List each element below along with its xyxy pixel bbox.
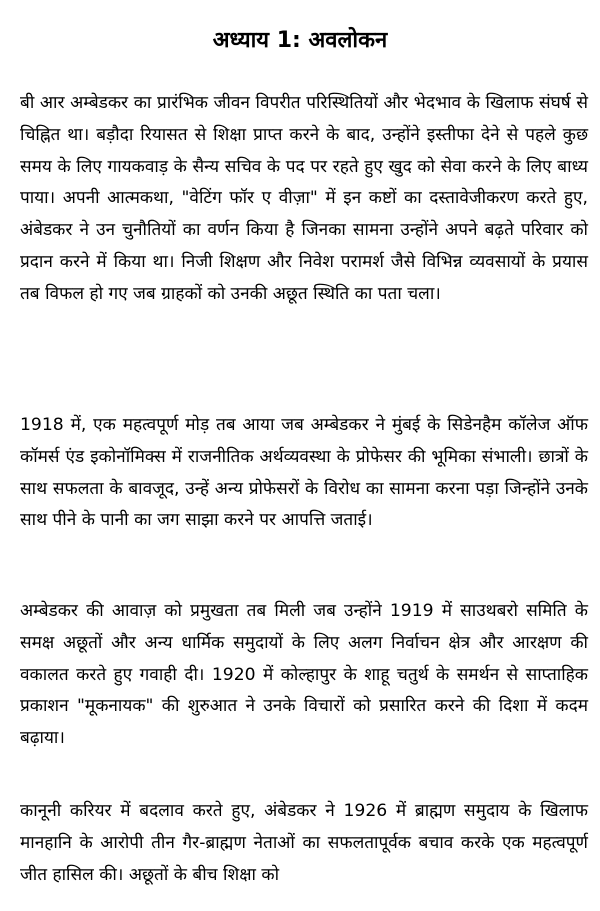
paragraph-early-life: बी आर अम्बेडकर का प्रारंभिक जीवन विपरीत परिस्थितियों और भेदभाव के खिलाफ संघर्ष से चिह्नित था। बड़ौदा रियासत से शिक्षा प्राप्त करने के बाद, उन्होंने इस्तीफा देने से पहले कुछ समय के लिए गायकवाड़ के सैन्य सचिव के पद पर रहते हुए खुद को सेवा करने के लिए बाध्य पाया। अपनी आत्मकथा, "वेटिंग फॉर ए वीज़ा" में इन कष्टों का दस्तावेजीकरण करते हुए, अंबेडकर ने उन चुनौतियों का वर्णन किया है जिनका सामना उन्होंने अपने बढ़ते परिवार को प्रदान करने में किया था। निजी शिक्षण और निवेश परामर्श जैसे विभिन्न व्यवसायों के प्रयास तब विफल हो गए जब ग्राहकों को उनकी अछूत स्थिति का पता चला। [20, 93, 588, 304]
chapter-title: अध्याय 1: अवलोकन [212, 28, 388, 53]
paragraph-professorship: 1918 में, एक महत्वपूर्ण मोड़ तब आया जब अम्बेडकर ने मुंबई के सिडेनहैम कॉलेज ऑफ कॉमर्स एंड इकोनॉमिक्स में राजनीतिक अर्थव्यवस्था के प्रोफेसर की भूमिका संभाली। छात्रों के साथ सफलता के बावजूद, उन्हें अन्य प्रोफेसरों के विरोध का सामना करना पड़ा जिन्होंने उनके साथ पीने के पानी का जग साझा करने पर आपत्ति जताई। [20, 415, 588, 531]
paragraph-legal-career: कानूनी करियर में बदलाव करते हुए, अंबेडकर ने 1926 में ब्राह्मण समुदाय के खिलाफ मानहानि के आरोपी तीन गैर-ब्राह्मण नेताओं का सफलतापूर्वक बचाव करके एक महत्वपूर्ण जीत हासिल की। अछूतों के बीच शिक्षा को [20, 801, 588, 885]
paragraph-southborough: अम्बेडकर की आवाज़ को प्रमुखता तब मिली जब उन्होंने 1919 में साउथबरो समिति के समक्ष अछूतों और अन्य धार्मिक समुदायों के लिए अलग निर्वाचन क्षेत्र और आरक्षण की वकालत करते हुए गवाही दी। 1920 में कोल्हापुर के शाहू चतुर्थ के समर्थन से साप्ताहिक प्रकाशन "मूकनायक" की शुरुआत ने उनके विचारों को प्रसारित करने की दिशा में कदम बढ़ाया। [20, 601, 588, 749]
